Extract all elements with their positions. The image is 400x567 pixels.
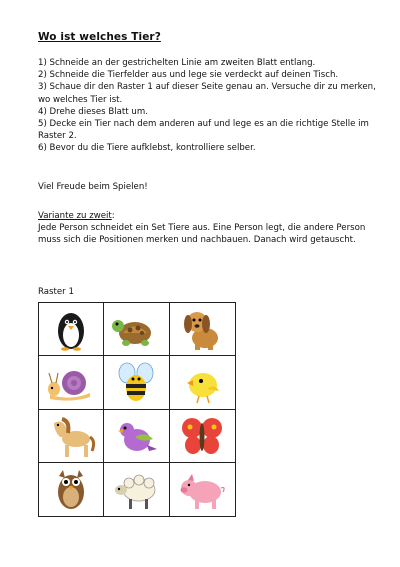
instruction-step: 4) Drehe dieses Blatt um.: [38, 106, 148, 117]
bee-icon: [109, 359, 163, 405]
grid-cell: [104, 463, 169, 516]
turtle-icon: [109, 306, 163, 352]
variant-heading-label: Variante zu zweit: [38, 211, 112, 221]
variant-heading: [38, 211, 115, 221]
grid-cell: [39, 410, 104, 463]
variant-text: Jede Person schneidet ein Set Tiere aus. Eine Person legt, die andere Person muss sich die Positionen merken und nachbauen. Danach wird getauscht.: [38, 223, 366, 246]
page-title: Wo ist welches Tier?: [38, 31, 161, 43]
grid-cell: [170, 410, 235, 463]
owl-icon: [44, 466, 98, 512]
penguin-icon: [44, 306, 98, 352]
grid-cell: [170, 303, 235, 356]
grid-cell: [39, 356, 104, 409]
instruction-step: 3) Schaue dir den Raster 1 auf dieser Seite genau an. Versuche dir zu merken, wo welches Tier ist.: [38, 82, 376, 105]
chick-icon: [175, 359, 229, 405]
grid-cell: [104, 303, 169, 356]
horse-icon: [44, 413, 98, 459]
grid-cell: [104, 410, 169, 463]
grid-cell: [104, 356, 169, 409]
grid-cell: [39, 303, 104, 356]
instruction-step: 2) Schneide die Tierfelder aus und lege sie verdeckt auf deinen Tisch.: [38, 70, 339, 81]
instruction-step: 5) Decke ein Tier nach dem anderen auf und lege es an die richtige Stelle im Raster 2.: [38, 119, 369, 142]
sheep-icon: [109, 466, 163, 512]
animal-grid: [38, 302, 236, 517]
grid-cell: [39, 463, 104, 516]
grid-cell: [170, 356, 235, 409]
closing-text: Viel Freude beim Spielen!: [38, 182, 148, 192]
butterfly-icon: [175, 413, 229, 459]
instruction-step: 6) Bevor du die Tiere aufklebst, kontrolliere selber.: [38, 143, 256, 154]
bird-icon: [109, 413, 163, 459]
instruction-step: 1) Schneide an der gestrichelten Linie am zweiten Blatt entlang.: [38, 58, 316, 68]
snail-icon: [44, 359, 98, 405]
grid-label: Raster 1: [38, 287, 74, 297]
dog-icon: [175, 306, 229, 352]
grid-cell: [170, 463, 235, 516]
pig-icon: [175, 466, 229, 512]
instruction-list: [38, 57, 378, 155]
variant-heading-colon: :: [111, 211, 115, 221]
